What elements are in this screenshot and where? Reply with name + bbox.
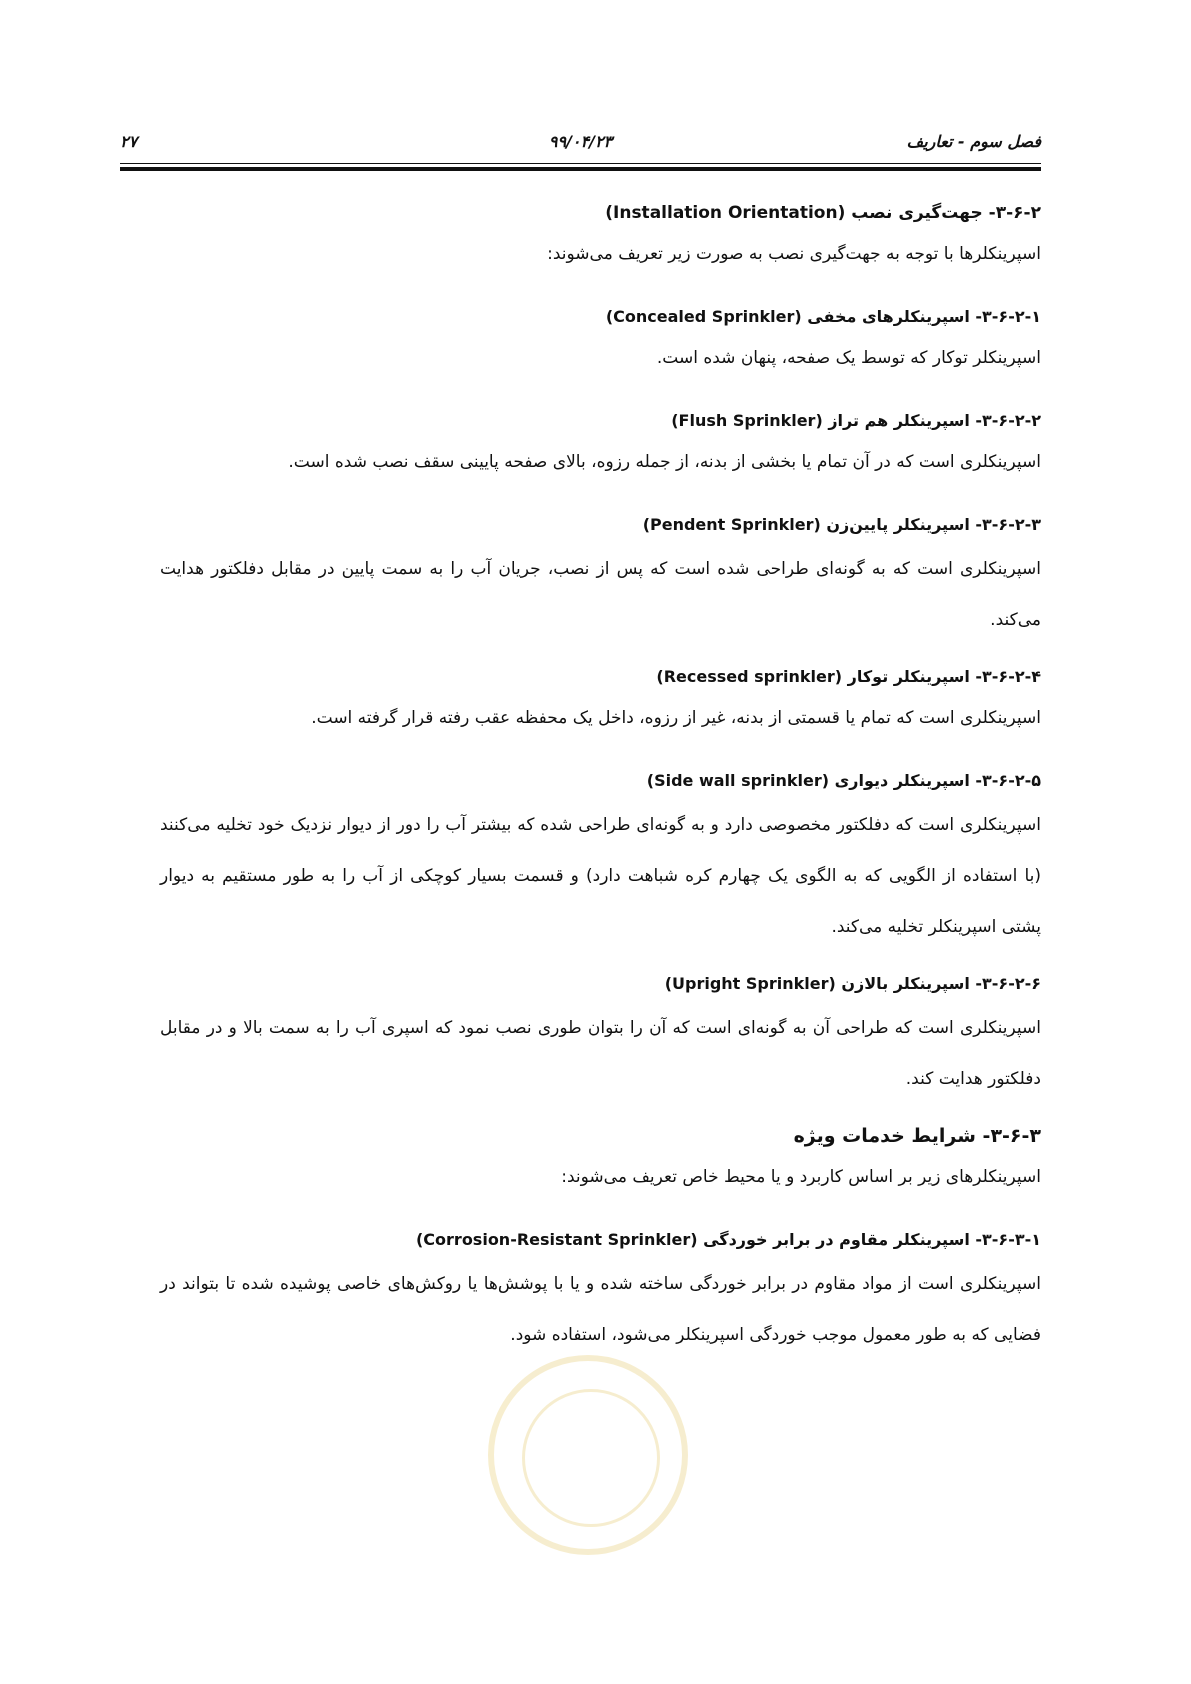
- section-paragraph: اسپرینکلری است که در آن تمام یا بخشی از بدنه، از جمله رزوه، بالای صفحه پایینی سقف نصب شده است.: [288, 452, 1041, 472]
- section-flush-sprinkler: [160, 408, 1041, 482]
- section-side-wall-sprinkler: [160, 768, 1041, 953]
- section-heading: ۳-۶-۲-۳- اسپرینکلر پایین‌زن (Pendent Sprinkler): [642, 515, 1041, 534]
- section-concealed-sprinkler: [160, 304, 1041, 378]
- page-header: [120, 128, 1041, 158]
- section-heading: ۳-۶-۳-۱- اسپرینکلر مقاوم در برابر خوردگی (Corrosion-Resistant Sprinkler): [415, 1230, 1041, 1249]
- section-heading: ۳-۶-۲-۴- اسپرینکلر توکار (Recessed sprinkler): [656, 667, 1041, 686]
- section-heading: ۳-۶-۲-۱- اسپرینکلرهای مخفی (Concealed Sprinkler): [605, 307, 1041, 326]
- section-paragraph: اسپرینکلری است از مواد مقاوم در برابر خوردگی ساخته شده و یا با پوشش‌ها یا روکش‌های خاصی پوشیده شده تا بتواند در فضایی که به طور معمول موجب خوردگی اسپرینکلر می‌شود، استفاده شود.: [160, 1274, 1041, 1345]
- section-paragraph: اسپرینکلری است که به گونه‌ای طراحی شده است که پس از نصب، جریان آب را به سمت پایین در مقابل دفلکتور هدایت می‌کند.: [160, 559, 1041, 630]
- watermark-seal: [488, 1355, 688, 1555]
- section-heading: ۳-۶-۲-۵- اسپرینکلر دیواری (Side wall sprinkler): [646, 771, 1041, 790]
- section-heading: ۳-۶-۳- شرایط خدمات ویژه: [793, 1125, 1041, 1147]
- section-upright-sprinkler: [160, 971, 1041, 1105]
- section-paragraph: اسپرینکلرهای زیر بر اساس کاربرد و یا محیط خاص تعریف می‌شوند:: [561, 1167, 1041, 1187]
- header-rule-thin: [120, 163, 1041, 164]
- watermark-inner-ring: [522, 1389, 660, 1527]
- document-body: [160, 200, 1041, 1379]
- section-heading: ۳-۶-۲-۲- اسپرینکلر هم تراز (Flush Sprinkler): [671, 411, 1041, 430]
- section-heading: ۳-۶-۲-۶- اسپرینکلر بالازن (Upright Sprinkler): [664, 974, 1041, 993]
- section-special-service-conditions: [160, 1123, 1041, 1197]
- section-corrosion-resistant-sprinkler: [160, 1227, 1041, 1361]
- section-paragraph: اسپرینکلری است که دفلکتور مخصوصی دارد و به گونه‌ای طراحی شده که بیشتر آب را دور از دیوار نزدیک خود تخلیه می‌کنند (با استفاده از الگویی که به الگوی یک چهارم کره شباهت دارد) و قسمت بسیار کوچکی از آب را به طور مستقیم به دیوار پشتی اسپرینکلر تخلیه می‌کند.: [160, 815, 1041, 937]
- section-installation-orientation: [160, 200, 1041, 274]
- section-paragraph: اسپرینکلری است که تمام یا قسمتی از بدنه، غیر از رزوه، داخل یک محفظه عقب رفته قرار گرفته است.: [311, 708, 1041, 728]
- section-heading: ۳-۶-۲- جهت‌گیری نصب (Installation Orientation): [605, 203, 1041, 223]
- header-date: ۹۹/۰۴/۲۳: [548, 132, 613, 151]
- section-paragraph: اسپرینکلری است که طراحی آن به گونه‌ای است که آن را بتوان طوری نصب نمود که اسپری آب را به سمت بالا و در مقابل دفلکتور هدایت کند.: [160, 1018, 1041, 1089]
- section-pendent-sprinkler: [160, 512, 1041, 646]
- section-recessed-sprinkler: [160, 664, 1041, 738]
- page-number: ۲۷: [120, 132, 138, 151]
- chapter-title: فصل سوم - تعاریف: [906, 132, 1041, 151]
- section-paragraph: اسپرینکلر توکار که توسط یک صفحه، پنهان شده است.: [656, 348, 1041, 368]
- header-rule-thick: [120, 167, 1041, 171]
- section-paragraph: اسپرینکلرها با توجه به جهت‌گیری نصب به صورت زیر تعریف می‌شوند:: [547, 244, 1041, 264]
